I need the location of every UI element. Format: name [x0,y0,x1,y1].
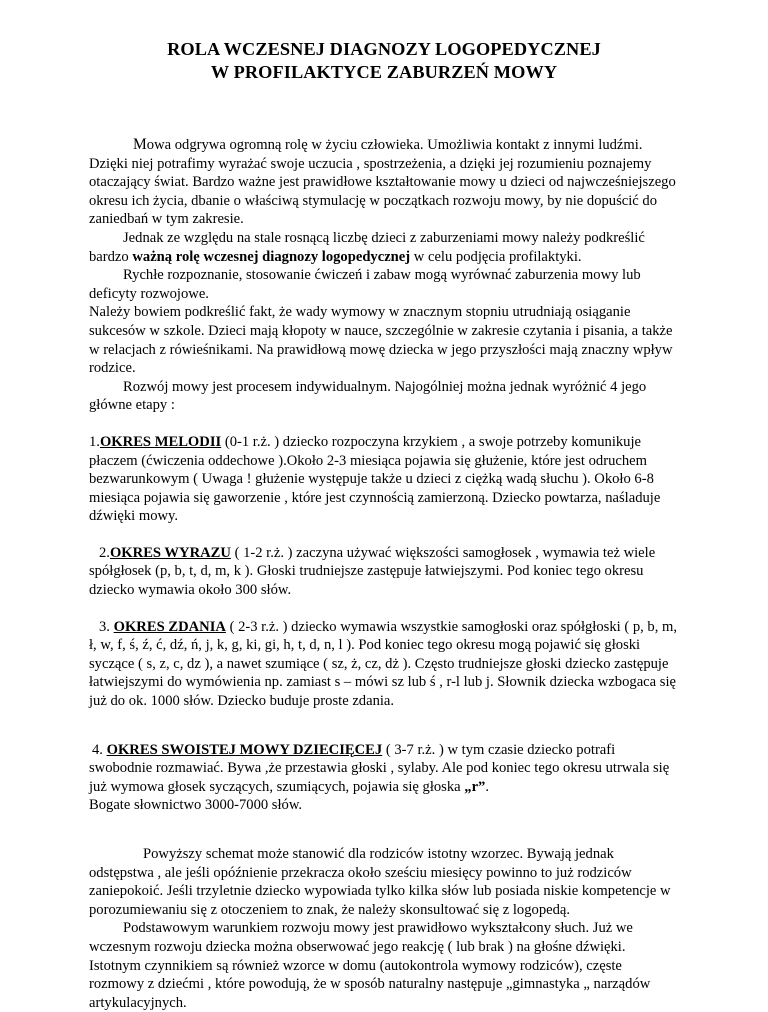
drop-initial: M [133,136,147,153]
title-line-1: ROLA WCZESNEJ DIAGNOZY LOGOPEDYCZNEJ [167,39,601,59]
intro-paragraph-2-text-b: w celu podjęcia profilaktyki. [410,248,582,265]
stage-4 [89,741,679,797]
stage-4-number: 4. [92,741,103,758]
stage-3-number: 3. [99,618,110,635]
stage-3-name: OKRES ZDANIA [113,618,226,635]
intro-paragraph-2-text-a: Jednak ze względu na stale rosnącą liczbę dzieci z zaburzeniami mowy należy podkreślić bardzo [89,229,645,265]
stage-4-name: OKRES SWOISTEJ MOWY DZIECIĘCEJ [106,741,383,758]
stage-4-text-b: . [485,778,490,795]
stage-4-text-a: ( 3-7 r.ż. ) w tym czasie dziecko potrafi swobodnie rozmawiać. Bywa ,że przestawia głoski , sylaby. Ale pod koniec tego okresu utrwala się już wymowa głosek syczących, szumiących, pojawia się głoska [89,741,670,795]
intro-paragraph-3: Rychłe rozpoznanie, stosowanie ćwiczeń i zabaw mogą wyrównać zaburzenia mowy lub deficyty rozwojowe. [89,267,641,302]
stage-4-vocabulary: Bogate słownictwo 3000-7000 słów. [89,797,303,814]
stage-4-letter-r: „r” [464,778,486,795]
document-title [89,38,679,84]
stage-1 [89,433,679,526]
intro-paragraph-1 [89,136,679,229]
closing-paragraph-2: Podstawowym warunkiem rozwoju mowy jest prawidłowo wykształcony słuch. Już we wczesnym rozwoju dziecka można obserwować jego reakcję ( lub brak ) na głośne dźwięki. Istotnym czynnikiem są również wzorce w domu (autokontrola wymowy rodziców), częste rozmowy z dziećmi , które powodują, że w sposób naturalny następuje „gimnastyka „ narządów artykulacyjnych. [89,920,651,1011]
closing-paragraph-1: Powyższy schemat może stanowić dla rodziców istotny wzorzec. Bywają jednak odstępstwa , ale jeśli opóźnienie przekracza około sześciu miesięcy powinno to już rodziców zaniepokoić. Jeśli trzyletnie dziecko wypowiada tylko kilka słów lub posiada niskie kompetencje w porozumiewaniu się z otoczeniem to znak, że należy skonsultować się z logopedą. [89,846,671,918]
stage-1-number: 1. [89,433,100,450]
stage-2-number: 2. [99,544,110,561]
stage-3-text: ( 2-3 r.ż. ) dziecko wymawia wszystkie samogłoski oraz spółgłoski ( p, b, m, ł, w, f, ś, ź, ć, dź, ń, j, k, g, ki, gi, h, t, d, n, l ). Pod koniec tego okresu mogą pojawić się głoski syczące ( s, z, c, dz ), a nawet szumiące ( sz, ż, cz, dż ). Często trudniejsze głoski dziecko zastępuje łatwiejszymi do wymówienia np. zamiast s – mówi sz lub ś , r-l lub j. Słownik dziecka wzbogaca się już do ok. 1000 słów. Dziecko buduje proste zdania. [89,618,678,710]
stage-3 [89,618,679,711]
intro-paragraph-2-emphasis: ważną rolę wczesnej diagnozy logopedycznej [132,248,411,265]
intro-paragraph-4: Należy bowiem podkreślić fakt, że wady wymowy w znacznym stopniu utrudniają osiąganie sukcesów w szkole. Dzieci mają kłopoty w nauce, szczególnie w zakresie czytania i pisania, a także w relacjach z rówieśnikami. Na prawidłową mowę dziecka w jego przyszłości mają znaczny wpływ rodzice. [89,304,673,377]
intro-paragraph-2 [89,229,679,266]
intro-paragraph-5: Rozwój mowy jest procesem indywidualnym. Najogólniej można jednak wyróżnić 4 jego główne etapy : [89,378,647,414]
stage-2-text: ( 1-2 r.ż. ) zaczyna używać większości samogłosek , wymawia też wiele spółgłosek (p, b, t, d, m, k ). Głoski trudniejsze zastępuje łatwiejszymi. Pod koniec tego okresu dziecko wymawia około 300 słów. [89,544,656,599]
stage-2-name: OKRES WYRAZU [109,544,231,561]
stage-2 [89,544,679,600]
intro-paragraph-1-text: owa odgrywa ogromną rolę w życiu człowieka. Umożliwia kontakt z innymi ludźmi. Dzięki niej potrafimy wyrażać swoje uczucia , spostrzeżenia, a dzięki jej rozumieniu poznajemy otaczający świat. Bardzo ważne jest prawidłowe kształtowanie mowy u dzieci od najwcześniejszego okresu ich życia, dbanie o właściwą stymulację w początkach rozwoju mowy, by nie dopuścić do zaniedbań w tym zakresie. [89,137,676,228]
stage-1-text: (0-1 r.ż. ) dziecko rozpoczyna krzykiem , a swoje potrzeby komunikuje płaczem (ćwiczenia oddechowe ).Około 2-3 miesiąca pojawia się głużenie, które jest odruchem bezwarunkowym ( Uwaga ! głużenie występuje także u dzieci z ciężką wadą słuchu ). Około 6-8 miesiąca pojawia się gaworzenie , które jest czynnością zamierzoną. Dziecko powtarza, naśladuje dźwięki mowy. [89,433,661,525]
stage-1-name: OKRES MELODII [99,433,222,450]
title-line-2: W PROFILAKTYCE ZABURZEŃ MOWY [210,62,558,82]
document-page [89,38,679,1012]
